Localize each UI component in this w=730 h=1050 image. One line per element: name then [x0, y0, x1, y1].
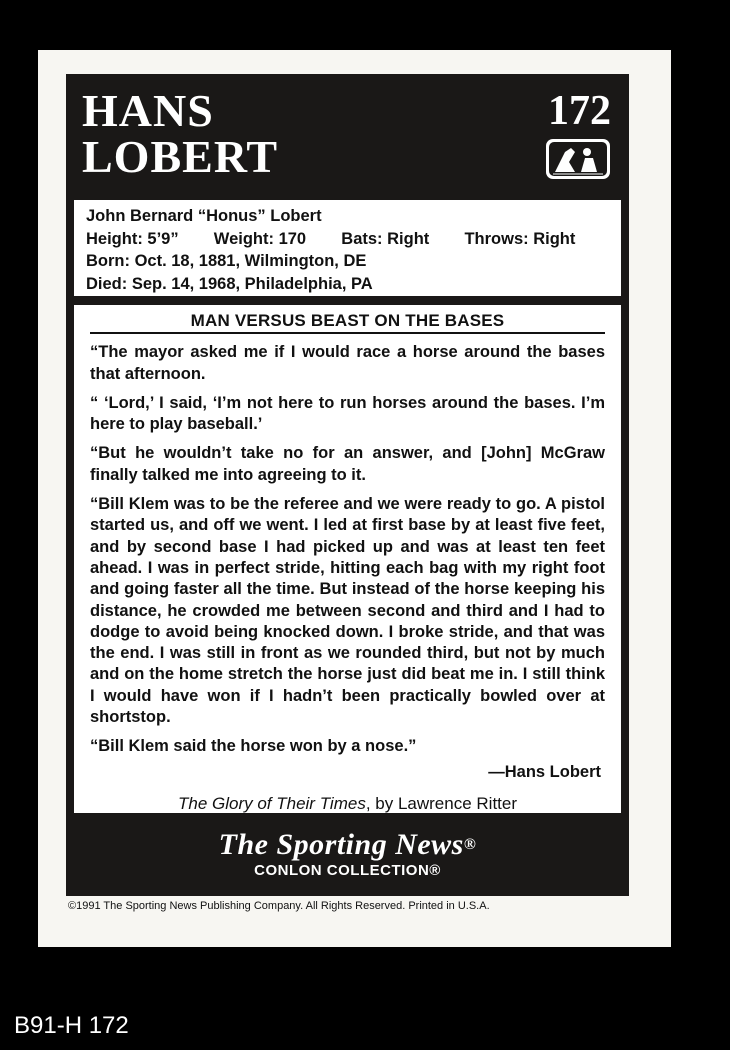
player-name	[82, 85, 279, 182]
story-title: MAN VERSUS BEAST ON THE BASES	[90, 310, 605, 334]
bio-died: Died: Sep. 14, 1968, Philadelphia, PA	[86, 274, 373, 293]
brand-name: The Sporting News	[218, 828, 464, 861]
brand-collection: CONLON COLLECTION®	[254, 862, 441, 879]
bio-height: Height: 5’9”	[86, 229, 179, 248]
bio-measurements	[86, 228, 609, 251]
bio-full-name: John Bernard “Honus” Lobert	[86, 207, 322, 225]
card-frame	[66, 74, 629, 896]
mlb-logo-icon	[545, 138, 611, 180]
bio-weight: Weight: 170	[213, 229, 307, 248]
story-paragraph: “ ‘Lord,’ I said, ‘I’m not here to run horses around the bases. I’m here to play baseball.’	[90, 393, 605, 434]
brand-logo-text	[66, 828, 629, 862]
story-paragraph: “Bill Klem said the horse won by a nose.”	[90, 737, 417, 756]
bio-throws: Throws: Right	[464, 229, 576, 248]
baseball-card-back	[38, 50, 671, 947]
story-panel	[74, 305, 621, 813]
card-number: 172	[548, 88, 611, 134]
source-book-title: The Glory of Their Times	[177, 793, 366, 813]
bio-born: Born: Oct. 18, 1881, Wilmington, DE	[86, 252, 367, 270]
registered-mark: ®	[463, 836, 477, 853]
brand-footer	[66, 828, 629, 880]
story-paragraph: “But he wouldn’t take no for an answer, and [John] McGraw finally talked me into agreeing to it.	[90, 444, 605, 484]
story-attribution: —Hans Lobert	[488, 762, 601, 781]
story-source	[90, 793, 605, 814]
scan-label: B91-H 172	[14, 1012, 129, 1039]
player-first-name: HANS	[82, 85, 214, 136]
source-author: , by Lawrence Ritter	[365, 793, 518, 813]
player-last-name: LOBERT	[82, 131, 279, 182]
story-paragraph: “Bill Klem was to be the referee and we were ready to go. A pistol started us, and off we went. I led at first base by at least five feet, and by second base I had picked up and was at least ten feet ahead. I was in perfect stride, hitting each bag with my right foot and going faster all the time. But instead of the horse keeping his distance, he crowded me between second and third and I had to dodge to avoid being knocked down. I broke stride, and that was the end. I was still in front as we rounded third, but not by much and on the home stretch the horse just did beat me in. I still think I would have won if I hadn’t been practically bowled over at shortstop.	[90, 495, 605, 727]
story-paragraph: “The mayor asked me if I would race a horse around the bases that afternoon.	[90, 343, 605, 383]
player-bio	[74, 200, 621, 296]
copyright-line: ©1991 The Sporting News Publishing Company. All Rights Reserved. Printed in U.S.A.	[68, 900, 490, 912]
bio-bats: Bats: Right	[341, 229, 430, 248]
